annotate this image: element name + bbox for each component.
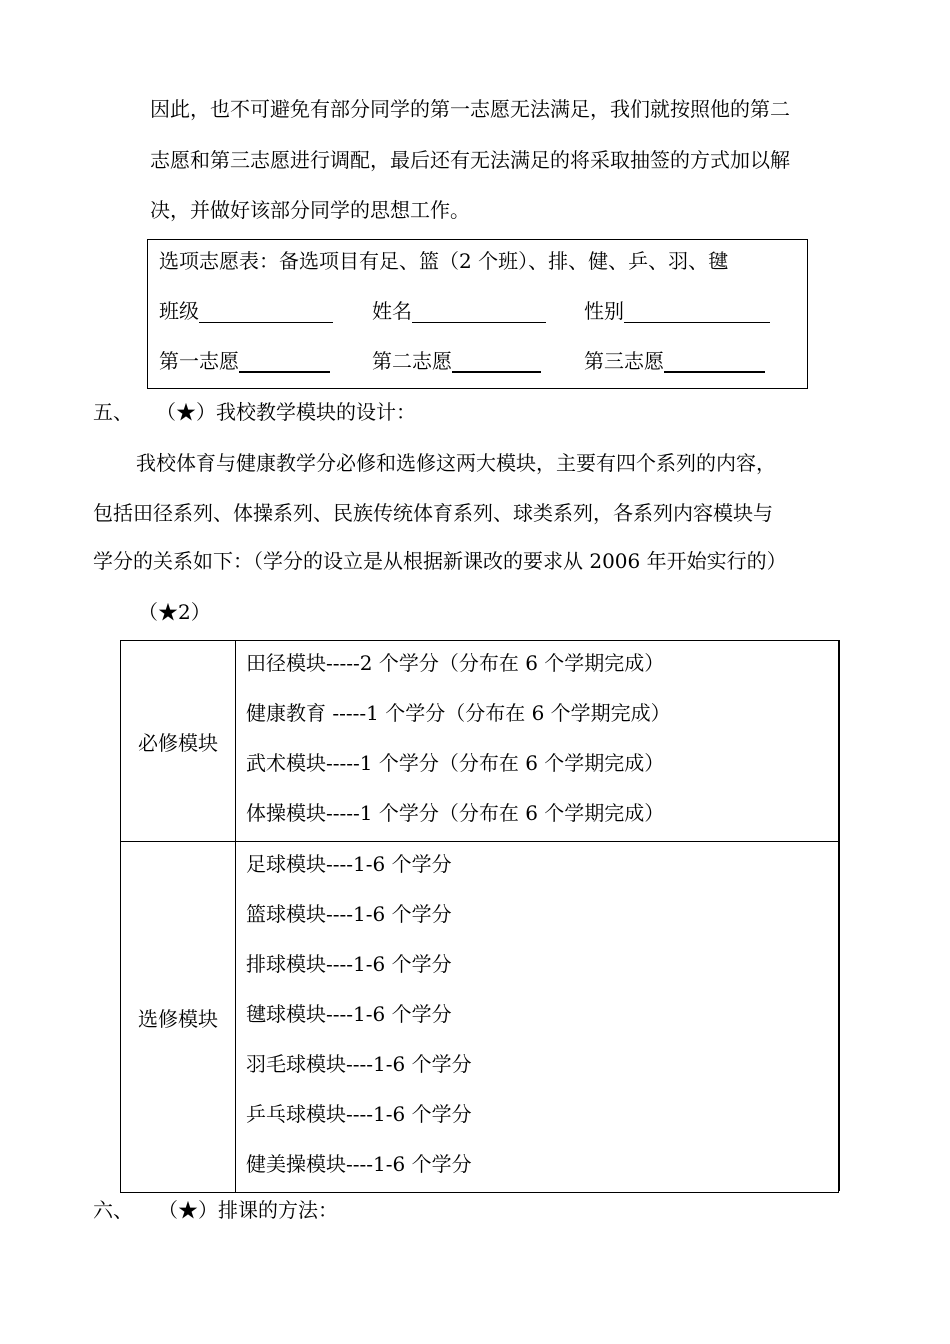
elective-item-2: 篮球模块----1-6 个学分 xyxy=(246,902,452,926)
elective-row xyxy=(121,842,839,1193)
section5-number: 五、 xyxy=(93,400,133,424)
choice2-field xyxy=(372,349,541,373)
gender-label: 性别 xyxy=(584,299,624,323)
elective-item-1: 足球模块----1-6 个学分 xyxy=(246,852,452,876)
section5-para-line-2: 包括田径系列、体操系列、民族传统体育系列、球类系列，各系列内容模块与 xyxy=(93,501,773,525)
required-item-3: 武术模块-----1 个学分（分布在 6 个学期完成） xyxy=(246,751,665,775)
name-label: 姓名 xyxy=(372,299,412,323)
section6-heading: （★）排课的方法： xyxy=(158,1198,338,1222)
choice1-blank[interactable] xyxy=(239,349,330,373)
credit-table xyxy=(120,640,839,1193)
intro-line-1: 因此，也不可避免有部分同学的第一志愿无法满足，我们就按照他的第二 xyxy=(150,97,790,121)
choice3-field xyxy=(584,349,765,373)
intro-line-2: 志愿和第三志愿进行调配，最后还有无法满足的将采取抽签的方式加以解 xyxy=(150,148,790,172)
intro-line-3: 决，并做好该部分同学的思想工作。 xyxy=(150,198,470,222)
name-blank[interactable] xyxy=(412,300,546,323)
required-items xyxy=(236,641,839,842)
required-item-2: 健康教育 -----1 个学分（分布在 6 个学期完成） xyxy=(246,701,671,725)
choice2-blank[interactable] xyxy=(452,349,541,373)
section5-heading: （★）我校教学模块的设计： xyxy=(156,400,416,424)
class-label: 班级 xyxy=(159,299,199,323)
survey-form xyxy=(147,239,808,389)
table-right-border xyxy=(838,640,840,1191)
section5-note: （★2） xyxy=(138,600,211,624)
elective-item-7: 健美操模块----1-6 个学分 xyxy=(246,1152,472,1176)
section6-number: 六、 xyxy=(93,1198,133,1222)
gender-blank[interactable] xyxy=(624,300,770,323)
elective-item-6: 乒乓球模块----1-6 个学分 xyxy=(246,1102,472,1126)
required-label: 必修模块 xyxy=(121,641,236,842)
elective-items xyxy=(236,842,839,1193)
required-row xyxy=(121,641,839,842)
choice3-label: 第三志愿 xyxy=(584,349,664,373)
required-item-4: 体操模块-----1 个学分（分布在 6 个学期完成） xyxy=(246,801,665,825)
elective-item-5: 羽毛球模块----1-6 个学分 xyxy=(246,1052,472,1076)
choice3-blank[interactable] xyxy=(664,349,765,373)
elective-item-3: 排球模块----1-6 个学分 xyxy=(246,952,452,976)
required-item-1: 田径模块-----2 个学分（分布在 6 个学期完成） xyxy=(246,651,665,675)
choice1-label: 第一志愿 xyxy=(159,349,239,373)
class-blank[interactable] xyxy=(199,300,333,323)
section5-para-line-3: 学分的关系如下：（学分的设立是从根据新课改的要求从 2006 年开始实行的） xyxy=(93,549,787,573)
gender-field xyxy=(584,299,770,323)
choice2-label: 第二志愿 xyxy=(372,349,452,373)
name-field xyxy=(372,299,546,323)
choice1-field xyxy=(159,349,330,373)
class-field xyxy=(159,299,333,323)
survey-form-title: 选项志愿表：备选项目有足、篮（2 个班）、排、健、乒、羽、毽 xyxy=(159,249,729,273)
elective-label: 选修模块 xyxy=(121,842,236,1193)
elective-item-4: 毽球模块----1-6 个学分 xyxy=(246,1002,452,1026)
section5-para-line-1: 我校体育与健康教学分必修和选修这两大模块，主要有四个系列的内容， xyxy=(136,451,776,475)
